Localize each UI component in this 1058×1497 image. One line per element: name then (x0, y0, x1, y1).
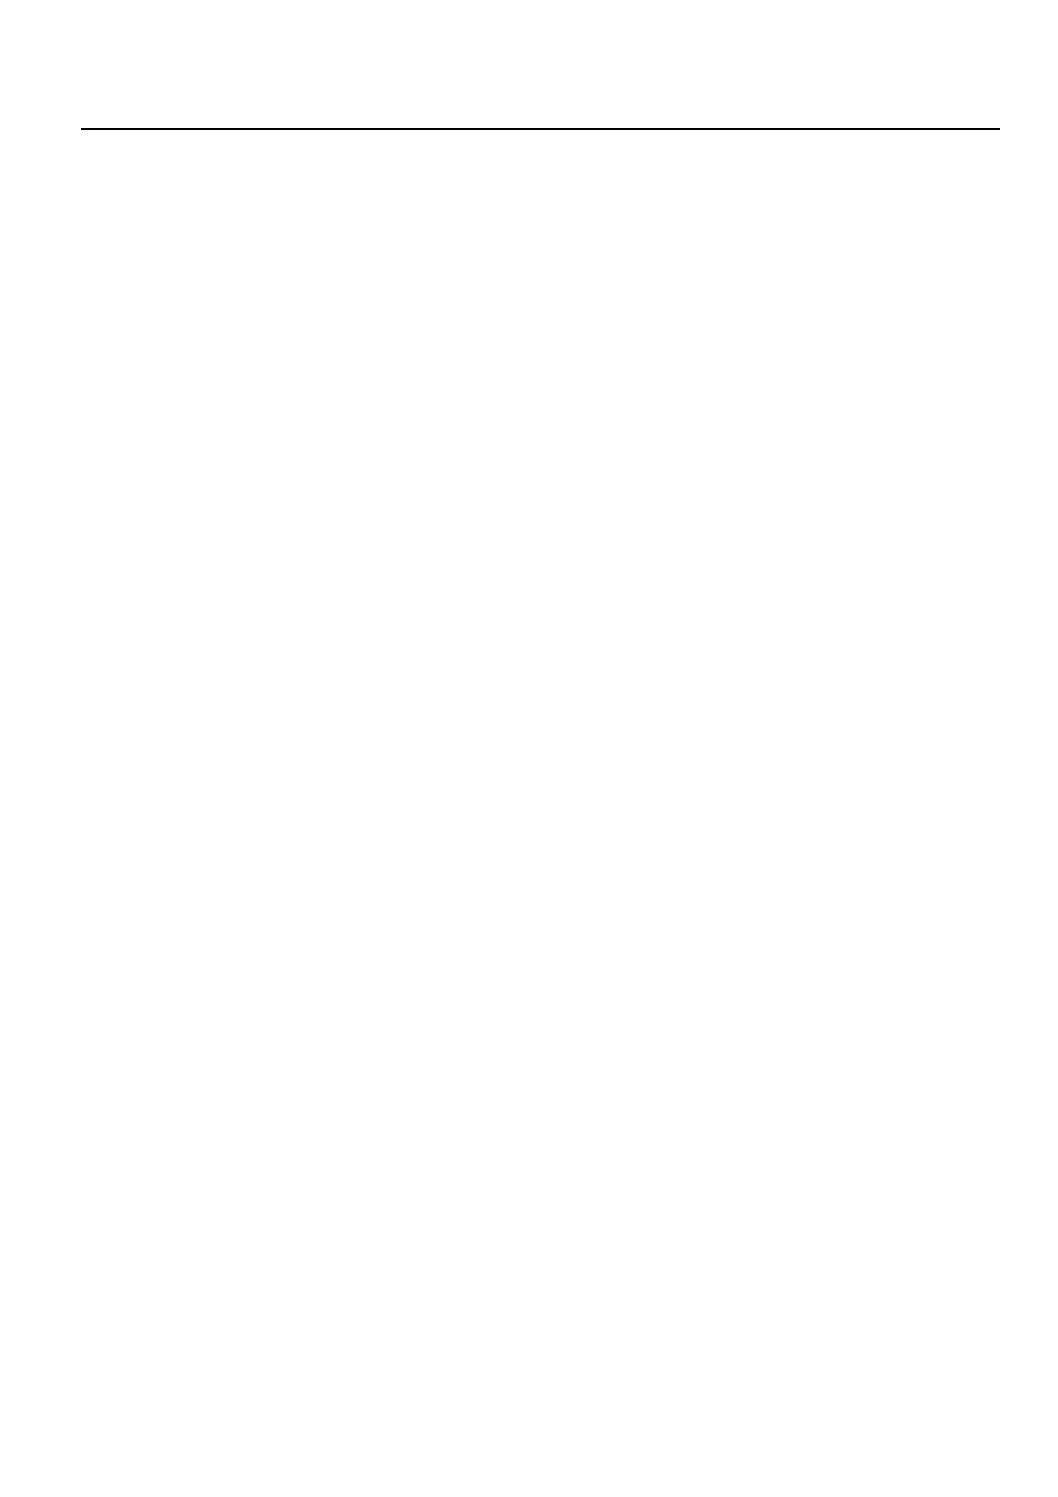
ranking-table (81, 128, 1000, 130)
